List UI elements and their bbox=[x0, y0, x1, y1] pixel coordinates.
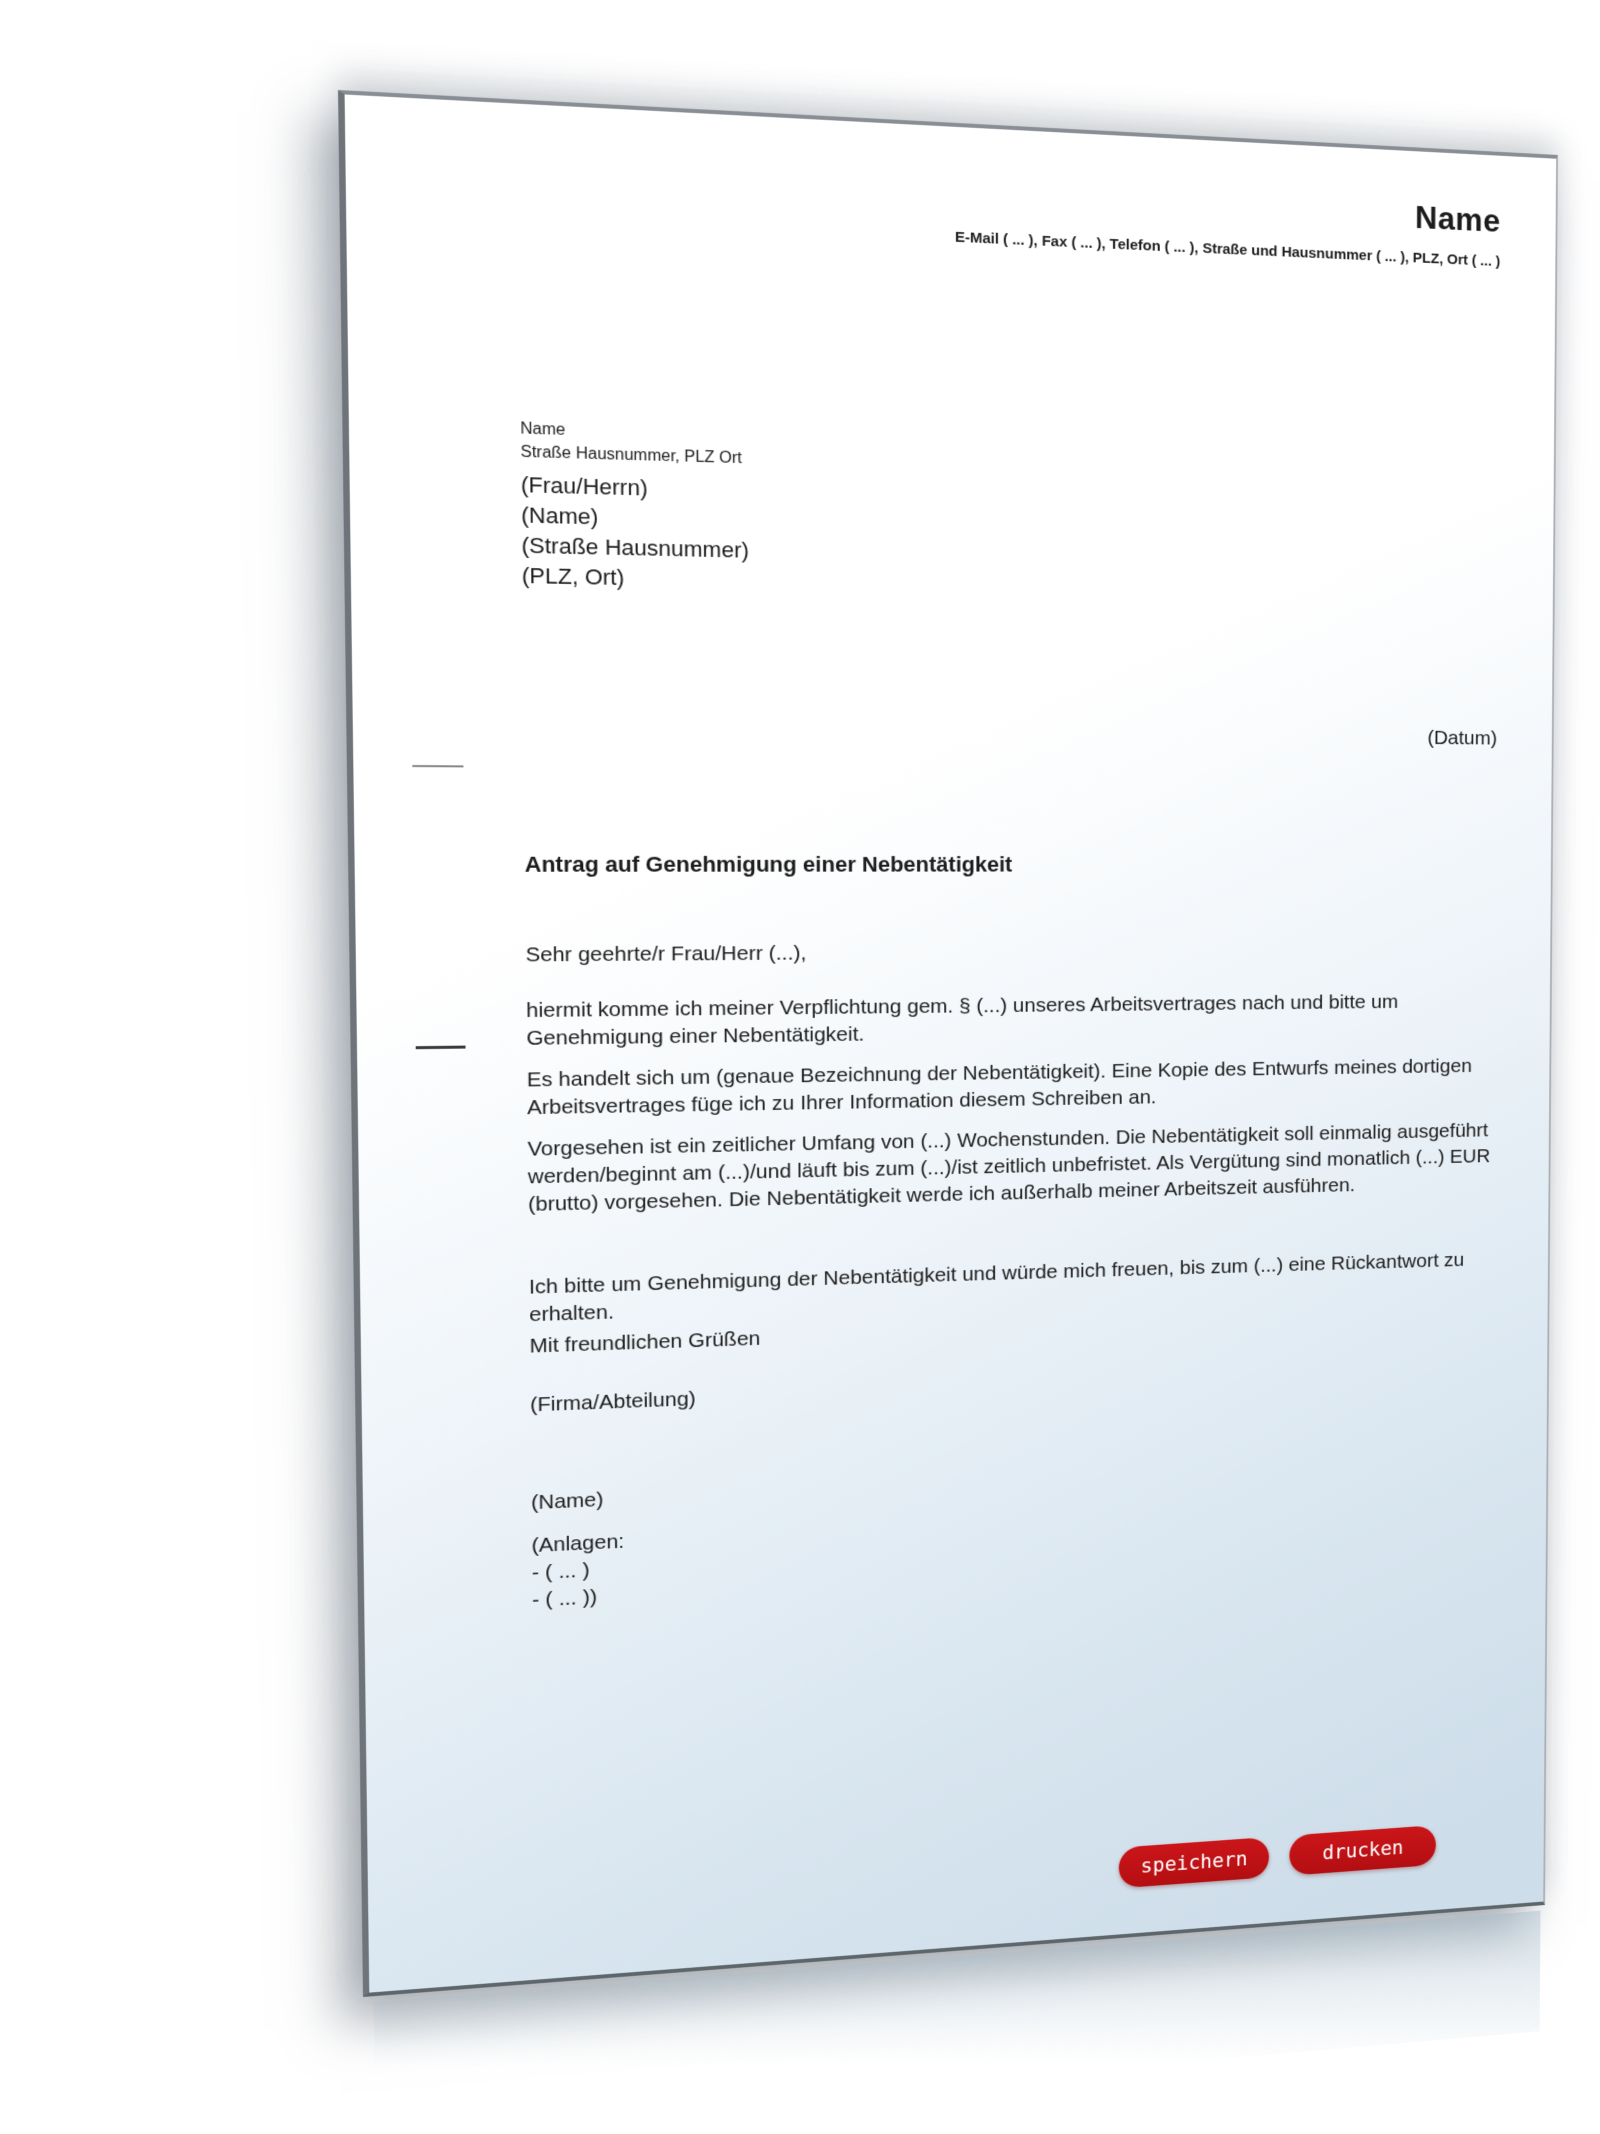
company-placeholder: (Firma/Abteilung) bbox=[530, 1387, 696, 1417]
recipient-line: (Name) bbox=[521, 502, 599, 530]
body-paragraph: Vorgesehen ist ein zeitlicher Umfang von (...) Wochenstunden. Die Nebentätigkeit soll einmalig ausgeführt werden/beginnt am (...)/und läuft bis zum (...)/ist zeitlich unbefristet. Als Vergütung sind monatlich (...) EUR (brutto) vorgesehen. Die Nebentätigkeit werde ich außerhalb meiner Arbeitszeit ausführen. bbox=[527, 1119, 1491, 1216]
print-button[interactable]: drucken bbox=[1289, 1825, 1436, 1876]
recipient-line: (Frau/Herrn) bbox=[520, 471, 648, 501]
sender-address-block bbox=[520, 417, 742, 470]
body-paragraph: Ich bitte um Genehmigung der Nebentätigkeit und würde mich freuen, bis zum (...) eine Rückantwort zu erhalten. bbox=[528, 1249, 1465, 1327]
save-button[interactable]: speichern bbox=[1119, 1837, 1269, 1888]
recipient-line: (PLZ, Ort) bbox=[521, 562, 625, 591]
sender-address-line: Straße Hausnummer, PLZ Ort bbox=[520, 443, 742, 468]
recipient-line: (Straße Hausnummer) bbox=[521, 532, 750, 563]
fold-mark bbox=[412, 765, 463, 767]
recipient-address-block bbox=[521, 470, 750, 595]
closing-formula: Mit freundlichen Grüßen bbox=[529, 1327, 761, 1358]
sender-contact-line: E-Mail ( ... ), Fax ( ... ), Telefon ( ... ), Straße und Hausnummer ( ... ), PLZ, Ort ( ... ) bbox=[954, 228, 1501, 270]
body-paragraph: hiermit komme ich meiner Verpflichtung gem. § (...) unseres Arbeitsvertrages nach und bitte um Genehmigung einer Nebentätigkeit. bbox=[526, 991, 1399, 1050]
date-placeholder: (Datum) bbox=[1427, 727, 1498, 750]
enclosures-line: (Anlagen: bbox=[531, 1530, 625, 1557]
body-paragraph: Es handelt sich um (genaue Bezeichnung der Nebentätigkeit). Eine Kopie des Entwurfs meines dortigen Arbeitsvertrages füge ich zu Ihrer Information diesem Schreiben an. bbox=[526, 1055, 1472, 1120]
fold-mark bbox=[416, 1046, 466, 1050]
enclosures-line: - ( ... )) bbox=[531, 1585, 598, 1612]
sender-address-line: Name bbox=[520, 420, 566, 439]
salutation: Sehr geehrte/r Frau/Herr (...), bbox=[525, 941, 807, 967]
document-sheet-3d-wrapper bbox=[338, 90, 1558, 1997]
subject-line: Antrag auf Genehmigung einer Nebentätigkeit bbox=[524, 851, 1013, 877]
signature-name-placeholder: (Name) bbox=[531, 1488, 604, 1515]
enclosures-line: - ( ... ) bbox=[531, 1559, 590, 1585]
letter-page bbox=[338, 90, 1558, 1997]
sender-name-header: Name bbox=[1415, 199, 1501, 239]
